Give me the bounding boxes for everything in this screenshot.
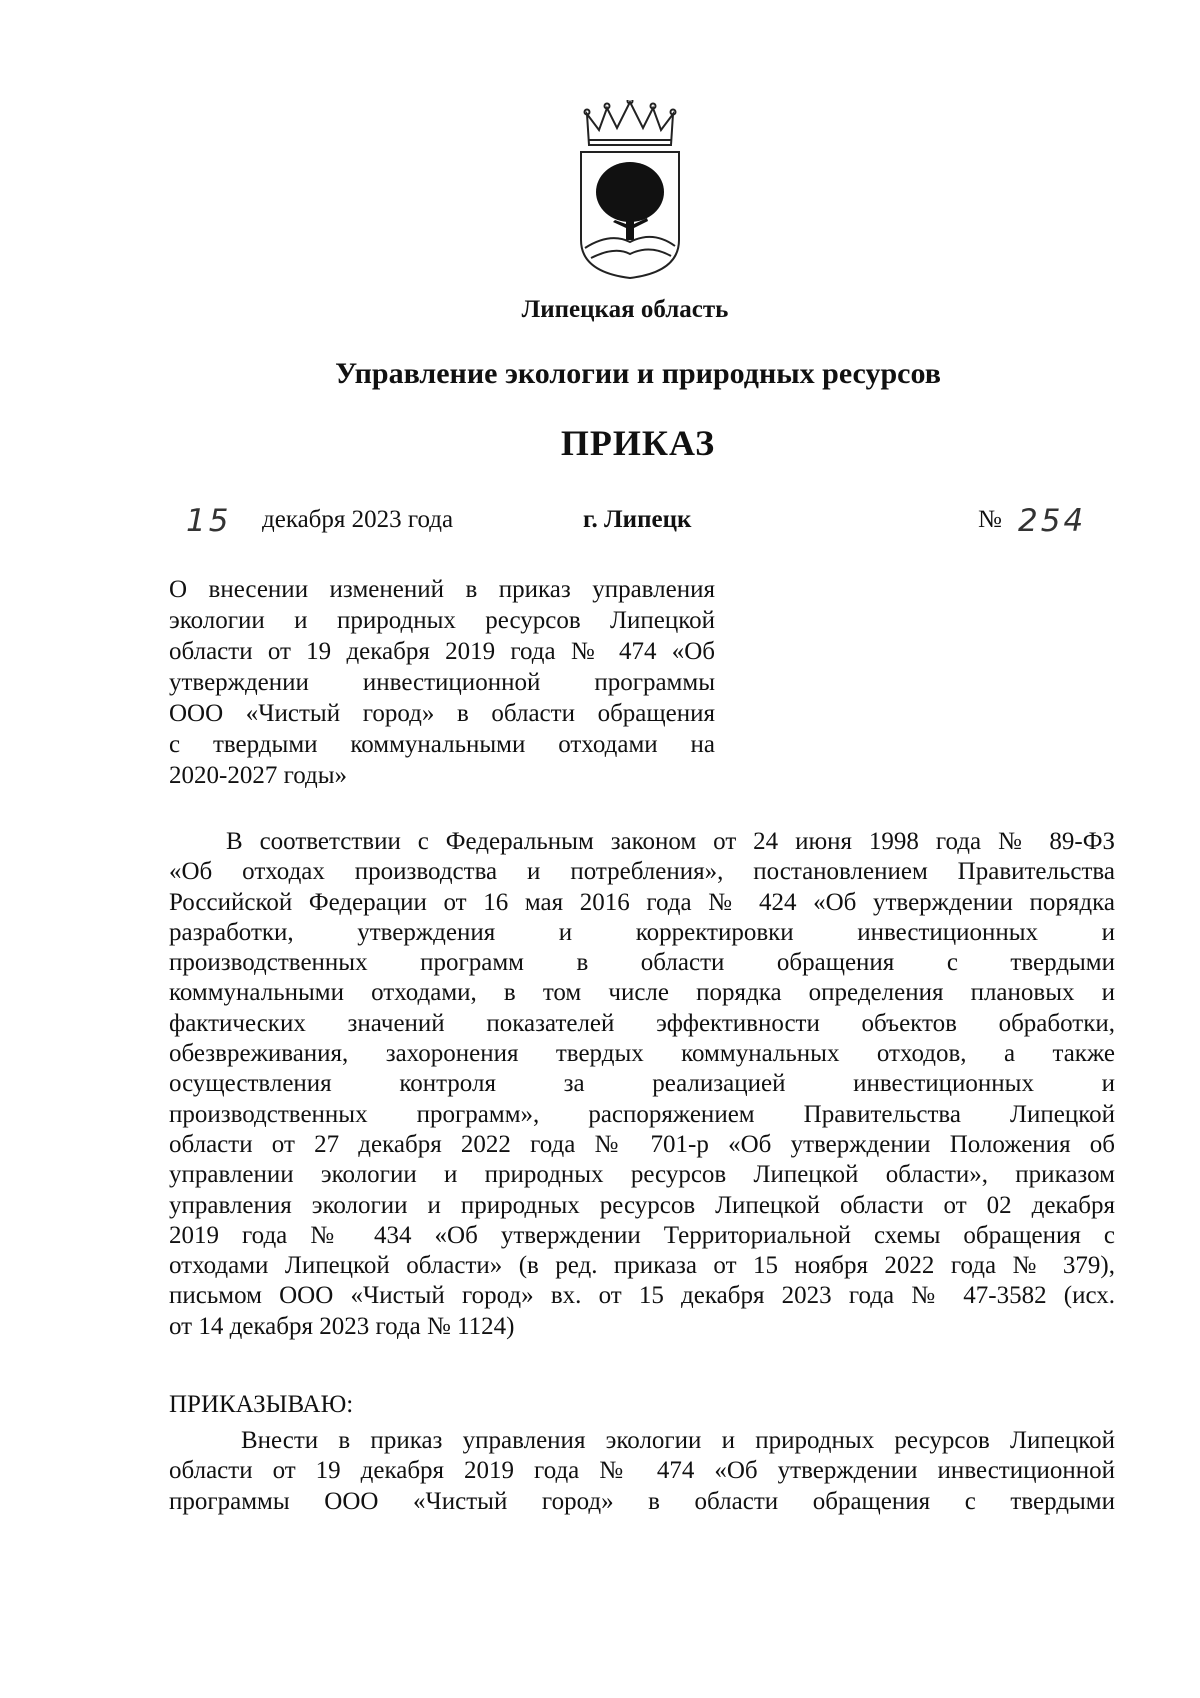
body-line: производственных программ», распоряжением Правительства Липецкой [169, 1100, 1115, 1128]
subject-line: экологии и природных ресурсов Липецкой [169, 607, 715, 634]
document-type: ПРИКАЗ [560, 423, 716, 463]
body-line: письмом ООО «Чистый город» вх. от 15 декабря 2023 года № 47-3582 (исх. [169, 1282, 1115, 1310]
body-line: 2019 года № 434 «Об утверждении Территориальной схемы обращения с [169, 1221, 1115, 1249]
body-line: фактических значений показателей эффективности объектов обработки, [169, 1009, 1115, 1037]
body-line: управления экологии и природных ресурсов Липецкой области от 02 декабря [169, 1191, 1115, 1219]
order-paragraph [169, 1426, 1115, 1517]
order-line: Внести в приказ управления экологии и природных ресурсов Липецкой [241, 1427, 1115, 1454]
body-line: разработки, утверждения и корректировки инвестиционных и [169, 918, 1115, 946]
order-line: программы ООО «Чистый город» в области обращения с твердыми [169, 1487, 1115, 1515]
subject-line: утверждении инвестиционной программы [169, 669, 715, 696]
region-name: Липецкая область [521, 296, 729, 323]
body-line: Российской Федерации от 16 мая 2016 года № 424 «Об утверждении порядка [169, 888, 1115, 916]
order-word: ПРИКАЗЫВАЮ: [169, 1391, 354, 1418]
preamble-paragraph [169, 827, 1115, 1342]
body-line: В соответствии с Федеральным законом от 24 июня 1998 года № 89-ФЗ [226, 828, 1115, 855]
subject-line: 2020-2027 годы» [169, 762, 348, 789]
subject-line: с твердыми коммунальными отходами на [169, 731, 715, 758]
number-sign: № [978, 506, 1002, 533]
department-name: Управление экологии и природных ресурсов [335, 357, 941, 390]
body-line: обезвреживания, захоронения твердых коммунальных отходов, а также [169, 1040, 1115, 1068]
body-line: «Об отходах производства и потребления», постановлением Правительства [169, 858, 1115, 886]
date-day-handwritten: 15 [186, 503, 232, 539]
body-line: осуществления контроля за реализацией инвестиционных и [169, 1070, 1115, 1098]
city: г. Липецк [583, 506, 692, 533]
document-subject [169, 574, 715, 791]
body-line: коммунальными отходами, в том числе порядка определения плановых и [169, 979, 1115, 1007]
date-month-year: декабря 2023 года [262, 506, 454, 533]
document-number-handwritten: 254 [1018, 503, 1087, 539]
body-line: области от 27 декабря 2022 года № 701-р «Об утверждении Положения об [169, 1130, 1115, 1158]
subject-line: О внесении изменений в приказ управления [169, 576, 715, 603]
body-line: отходами Липецкой области» (в ред. приказа от 15 ноября 2022 года № 379), [169, 1252, 1115, 1280]
subject-line: ООО «Чистый город» в области обращения [169, 700, 715, 727]
order-line: области от 19 декабря 2019 года № 474 «Об утверждении инвестиционной [169, 1457, 1115, 1485]
body-line: от 14 декабря 2023 года № 1124) [169, 1312, 515, 1340]
subject-line: области от 19 декабря 2019 года № 474 «Об [169, 638, 715, 665]
lipetsk-coat-of-arms-emblem [575, 100, 685, 280]
body-line: производственных программ в области обращения с твердыми [169, 949, 1115, 977]
body-line: управлении экологии и природных ресурсов Липецкой области», приказом [169, 1161, 1115, 1189]
